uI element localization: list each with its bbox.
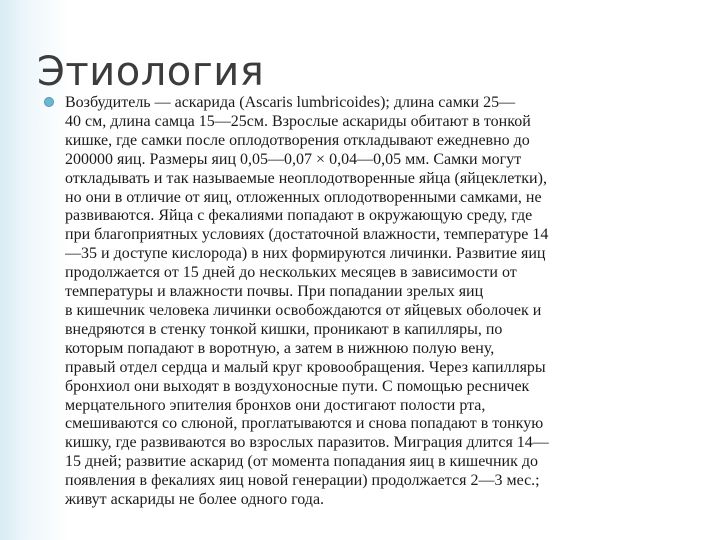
text-line: Возбудитель — аскарида (Ascaris lumbricoides); длина самки 25— bbox=[65, 94, 516, 111]
text-line: 200000 яиц. Размеры яиц 0,05—0,07 × 0,04—0,05 мм. Самки могут bbox=[65, 150, 522, 168]
text-line: которым попадают в воротную, а затем в нижнюю полую вену, bbox=[65, 339, 495, 357]
text-line: откладывать и так называемые неоплодотворенные яйца (яйцеклетки), bbox=[65, 169, 547, 187]
text-line: но они в отличие от яиц, отложенных оплодотворенными самками, не bbox=[65, 188, 542, 206]
text-line: внедряются в стенку тонкой кишки, проникают в капилляры, по bbox=[65, 320, 503, 338]
text-line: в кишечник человека личинки освобождаются от яйцевых оболочек и bbox=[65, 301, 542, 319]
bullet-icon bbox=[44, 97, 54, 107]
text-line: бронхиол они выходят в воздухоносные пути. С помощью ресничек bbox=[65, 377, 530, 395]
text-line: смешиваются со слюной, проглатываются и снова попадают в тонкую bbox=[65, 415, 544, 433]
text-line: 15 дней; развитие аскарид (от момента попадания яиц в кишечник до bbox=[65, 453, 538, 471]
text-line: кишке, где самки после оплодотворения откладывают ежедневно до bbox=[65, 131, 530, 149]
text-line: при благоприятных условиях (достаточной влажности, температуре 14 bbox=[65, 226, 549, 244]
text-line: —35 и доступе кислорода) в них формируются личинки. Развитие яиц bbox=[65, 245, 546, 263]
text-line: продолжается от 15 дней до нескольких месяцев в зависимости от bbox=[65, 264, 517, 282]
text-line: 40 см, длина самца 15—25см. Взрослые аскариды обитают в тонкой bbox=[65, 112, 531, 130]
text-line: появления в фекалиях яиц новой генерации) продолжается 2—3 мес.; bbox=[65, 472, 540, 490]
text-line: правый отдел сердца и малый круг кровообращения. Через капилляры bbox=[65, 358, 546, 376]
text-line: мерцательного эпителия бронхов они достигают полости рта, bbox=[65, 396, 486, 414]
text-line: развиваются. Яйца с фекалиями попадают в окружающую среду, где bbox=[65, 207, 533, 225]
text-line: кишку, где развиваются во взрослых паразитов. Миграция длится 14— bbox=[65, 434, 549, 452]
text-line: живут аскариды не более одного года. bbox=[65, 491, 325, 509]
body-paragraph bbox=[65, 94, 690, 510]
text-line: температуры и влажности почвы. При попадании зрелых яиц bbox=[65, 283, 484, 301]
slide-title: Этиология bbox=[37, 49, 265, 95]
